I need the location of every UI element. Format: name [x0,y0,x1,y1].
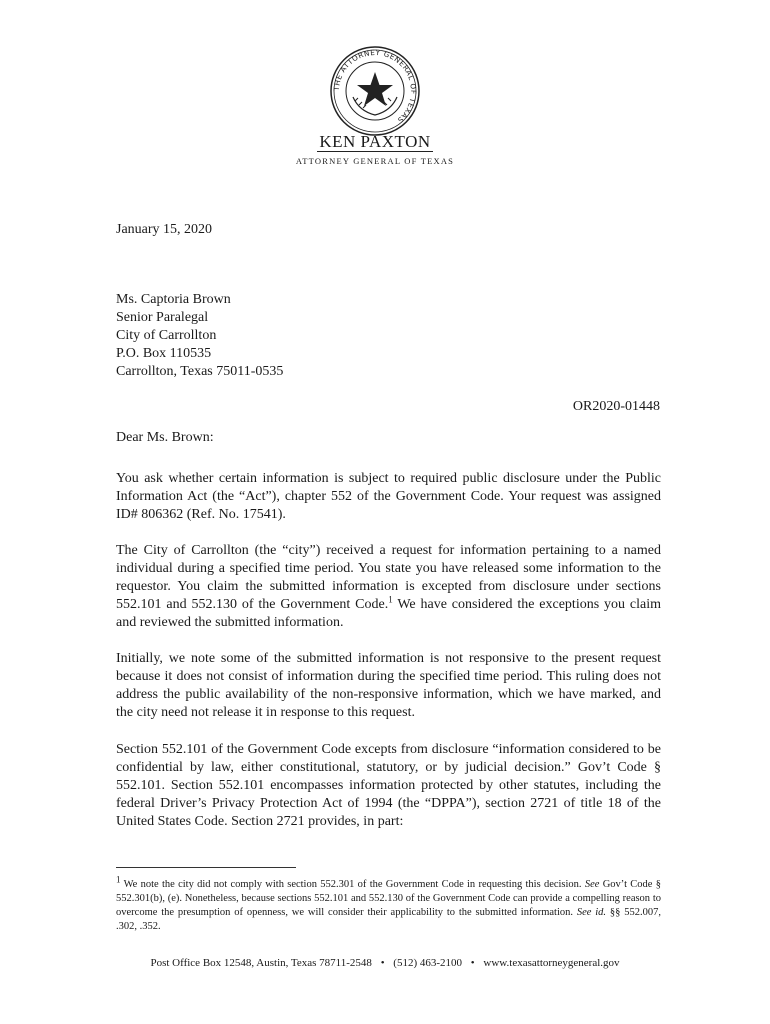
footnote-marker: 1 [116,874,121,885]
letter-date: January 15, 2020 [116,222,213,237]
footer-phone: (512) 463-2100 [393,957,463,969]
attorney-title: ATTORNEY GENERAL OF TEXAS [295,156,455,166]
recipient-city-state-zip: Carrollton, Texas 75011-0535 [116,364,284,379]
footnote-reference: 1 [388,594,393,605]
recipient-organization: City of Carrollton [116,328,217,343]
footnote: $^1$ We note the city did not comply with section 552.301 of the Government Code in requesting this decision. See Gov’t Code § 552.301(b), (e). Nonetheless, because sections 552.101 and 552.130 of the Government Code can provide a compelling reason to overcome the presumption of openness, we will consider their applicability to the submitted information. See id. §§ 552.007, .302, .352. [116,874,661,932]
recipient-title: Senior Paralegal [116,310,209,325]
footer-bullet: • [380,957,385,969]
recipient-address [116,291,283,381]
footnote-divider [116,867,296,868]
ruling-reference-number: OR2020-01448 [572,399,660,414]
letter-footer [0,957,770,969]
paragraph-non-responsive: Initially, we note some of the submitted information is not responsive to the present request because it does not consist of information during the specified time period. This ruling does not address the public availability of the non-responsive information, which we have marked, and the city need not release it in response to this request. [116,651,661,720]
paragraph-claimed-exceptions-main: The City of Carrollton (the “city”) received a request for information pertaining to a named individual during a specified time period. You state you have released some information to the requestor. You claim the submitted information is excepted from disclosure under sections 552.101 and 552.130 of the Government Code. [116,543,661,612]
footer-address: Post Office Box 12548, Austin, Texas 78711-2548 [150,957,372,969]
paragraph-section-552-101: Section 552.101 of the Government Code excepts from disclosure “information considered to be confidential by law, either constitutional, statutory, or by judicial decision.” Gov’t Code § 552.101. Section 552.101 encompasses information protected by other statutes, including the federal Driver’s Privacy Protection Act of 1994 (the “DPPA”), section 2721 of title 18 of the United States Code. Section 2721 provides, in part: [116,742,661,829]
seal-ring-text: THE ATTORNEY GENERAL OF TEXAS [331,47,419,125]
paragraph-claimed-exceptions-tail: We have considered the exceptions you claim and reviewed the submitted information. [116,597,661,630]
attorney-name: KEN PAXTON [319,132,431,151]
salutation: Dear Ms. Brown: [116,430,214,445]
texas-attorney-general-seal [329,45,421,137]
recipient-po-box: P.O. Box 110535 [116,346,212,361]
footer-bullet: • [470,957,475,969]
paragraph-request: You ask whether certain information is subject to required public disclosure under the Public Information Act (the “Act”), chapter 552 of the Government Code. Your request was assigned ID# 806362 (Ref. No. 17541). [116,471,661,522]
recipient-name: Ms. Captoria Brown [116,292,231,307]
footer-website: www.texasattorneygeneral.gov [483,957,620,969]
paragraph-claimed-exceptions [116,542,661,632]
seal-star-icon [357,72,393,106]
